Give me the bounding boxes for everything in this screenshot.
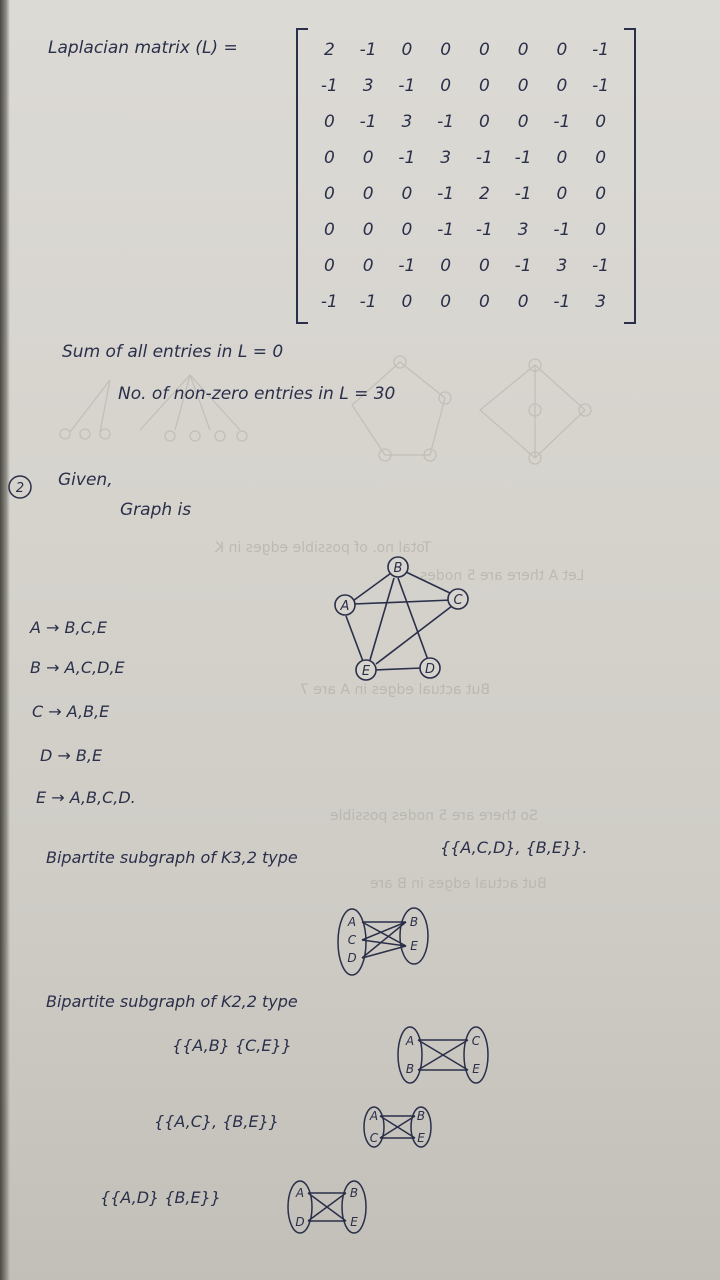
matrix-cell: 0 xyxy=(478,40,490,60)
k22-2-left-C: C xyxy=(369,1131,379,1145)
matrix-cell: 0 xyxy=(323,148,335,168)
matrix-cell: 0 xyxy=(401,292,413,312)
bleed-text: But actual edges in B are xyxy=(370,876,547,892)
k22-1-right-E: E xyxy=(472,1062,480,1076)
matrix-cell: -1 xyxy=(514,184,532,204)
k22-2-left-A: A xyxy=(369,1109,379,1123)
matrix-cell: 0 xyxy=(556,184,568,204)
k22-2-right-E: E xyxy=(417,1131,425,1145)
matrix-cell: -1 xyxy=(514,148,532,168)
matrix-cell: 0 xyxy=(517,292,529,312)
k22-1-right-C: C xyxy=(471,1034,481,1048)
k22-3-left-A: A xyxy=(295,1186,305,1200)
adjacency-D: D → B,E xyxy=(40,746,103,765)
sum-line: Sum of all entries in L = 0 xyxy=(62,342,284,362)
k22-2-right-B: B xyxy=(416,1109,426,1123)
matrix-cell: -1 xyxy=(359,292,377,312)
matrix-cell: 0 xyxy=(323,112,335,132)
matrix-cell: -1 xyxy=(592,76,610,96)
given-label: Given, xyxy=(58,470,113,490)
k32-heading: Bipartite subgraph of K3,2 type xyxy=(46,848,298,867)
matrix-cell: 0 xyxy=(517,76,529,96)
k22-example-3-label: {{A,D} {B,E}} xyxy=(100,1188,221,1207)
matrix-cell: 2 xyxy=(478,184,490,204)
matrix-cell: -1 xyxy=(553,292,571,312)
matrix-cell: -1 xyxy=(320,76,338,96)
matrix-cell: 0 xyxy=(517,112,529,132)
matrix-cell: 0 xyxy=(440,76,452,96)
adjacency-C: C → A,B,E xyxy=(32,702,110,721)
matrix-cell: 0 xyxy=(595,184,607,204)
matrix-cell: 0 xyxy=(440,292,452,312)
node-A-label: A xyxy=(340,599,350,614)
matrix-cell: -1 xyxy=(475,148,493,168)
matrix-cell: 3 xyxy=(362,76,374,96)
matrix-cell: -1 xyxy=(553,112,571,132)
node-D-label: D xyxy=(424,662,436,677)
matrix-cell: 0 xyxy=(478,76,490,96)
node-E-label: E xyxy=(361,664,371,679)
matrix-cell: 0 xyxy=(401,40,413,60)
matrix-cell: 2 xyxy=(323,40,335,60)
matrix-cell: 0 xyxy=(478,112,490,132)
matrix-cell: 3 xyxy=(517,220,529,240)
k32-sets: {{A,C,D}, {B,E}}. xyxy=(440,838,588,857)
matrix-cell: -1 xyxy=(553,220,571,240)
adjacency-E: E → A,B,C,D. xyxy=(36,788,136,807)
matrix-cell: 0 xyxy=(478,292,490,312)
matrix-cell: 0 xyxy=(362,148,374,168)
matrix-cell: -1 xyxy=(359,40,377,60)
adjacency-B: B → A,C,D,E xyxy=(30,658,125,677)
matrix-cell: -1 xyxy=(592,256,610,276)
matrix-cell: -1 xyxy=(592,40,610,60)
k32-left-A: A xyxy=(347,915,357,929)
bleed-text: But actual edges in A are 7 xyxy=(300,682,490,698)
matrix-cell: -1 xyxy=(398,148,416,168)
k22-3-right-E: E xyxy=(350,1215,358,1229)
question-number: 2 xyxy=(15,481,25,496)
matrix-cell: 0 xyxy=(556,148,568,168)
matrix-cell: 0 xyxy=(401,220,413,240)
matrix-cell: -1 xyxy=(437,112,455,132)
matrix-cell: 3 xyxy=(401,112,413,132)
nonzero-line: No. of non-zero entries in L = 30 xyxy=(118,384,396,404)
matrix-cell: 0 xyxy=(595,220,607,240)
matrix-cell: 0 xyxy=(323,184,335,204)
matrix-cell: 3 xyxy=(556,256,568,276)
matrix-cell: 0 xyxy=(517,40,529,60)
matrix-cell: 0 xyxy=(440,40,452,60)
matrix-cell: -1 xyxy=(514,256,532,276)
matrix-cell: 0 xyxy=(362,256,374,276)
k22-heading: Bipartite subgraph of K2,2 type xyxy=(46,992,298,1011)
matrix-cell: 0 xyxy=(595,148,607,168)
matrix-cell: -1 xyxy=(320,292,338,312)
bleed-text: Total no. of possible edges in K xyxy=(215,540,432,556)
k22-3-right-B: B xyxy=(349,1186,359,1200)
matrix-cell: 0 xyxy=(323,256,335,276)
matrix-cell: 0 xyxy=(401,184,413,204)
k22-3-left-D: D xyxy=(295,1215,305,1229)
matrix-label: Laplacian matrix (L) = xyxy=(48,38,238,58)
k32-left-D: D xyxy=(347,951,357,965)
k22-1-left-B: B xyxy=(405,1062,415,1076)
k32-right-E: E xyxy=(410,939,418,953)
node-B-label: B xyxy=(393,561,403,576)
k32-left-C: C xyxy=(347,933,357,947)
matrix-cell: -1 xyxy=(359,112,377,132)
matrix-cell: 0 xyxy=(323,220,335,240)
matrix-cell: 0 xyxy=(440,256,452,276)
k22-1-left-A: A xyxy=(405,1034,415,1048)
matrix-cell: -1 xyxy=(398,76,416,96)
bleed-text: Let A there are 5 nodes xyxy=(420,568,585,584)
k22-example-2-label: {{A,C}, {B,E}} xyxy=(154,1112,279,1131)
matrix-cell: 0 xyxy=(362,184,374,204)
graph-is-label: Graph is xyxy=(120,500,192,520)
matrix-cell: -1 xyxy=(475,220,493,240)
matrix-cell: -1 xyxy=(437,184,455,204)
matrix-cell: 0 xyxy=(556,40,568,60)
matrix-cell: 3 xyxy=(440,148,452,168)
matrix-cell: -1 xyxy=(398,256,416,276)
matrix-cell: 0 xyxy=(478,256,490,276)
adjacency-A: A → B,C,E xyxy=(30,618,107,637)
matrix-cell: 3 xyxy=(595,292,607,312)
matrix-cell: 0 xyxy=(556,76,568,96)
node-C-label: C xyxy=(453,593,463,608)
matrix-cell: 0 xyxy=(362,220,374,240)
matrix-cell: -1 xyxy=(437,220,455,240)
matrix-cell: 0 xyxy=(595,112,607,132)
k22-example-1-label: {{A,B} {C,E}} xyxy=(172,1036,292,1055)
k32-right-B: B xyxy=(409,915,419,929)
bleed-text: So there are 5 nodes possible xyxy=(330,808,538,824)
